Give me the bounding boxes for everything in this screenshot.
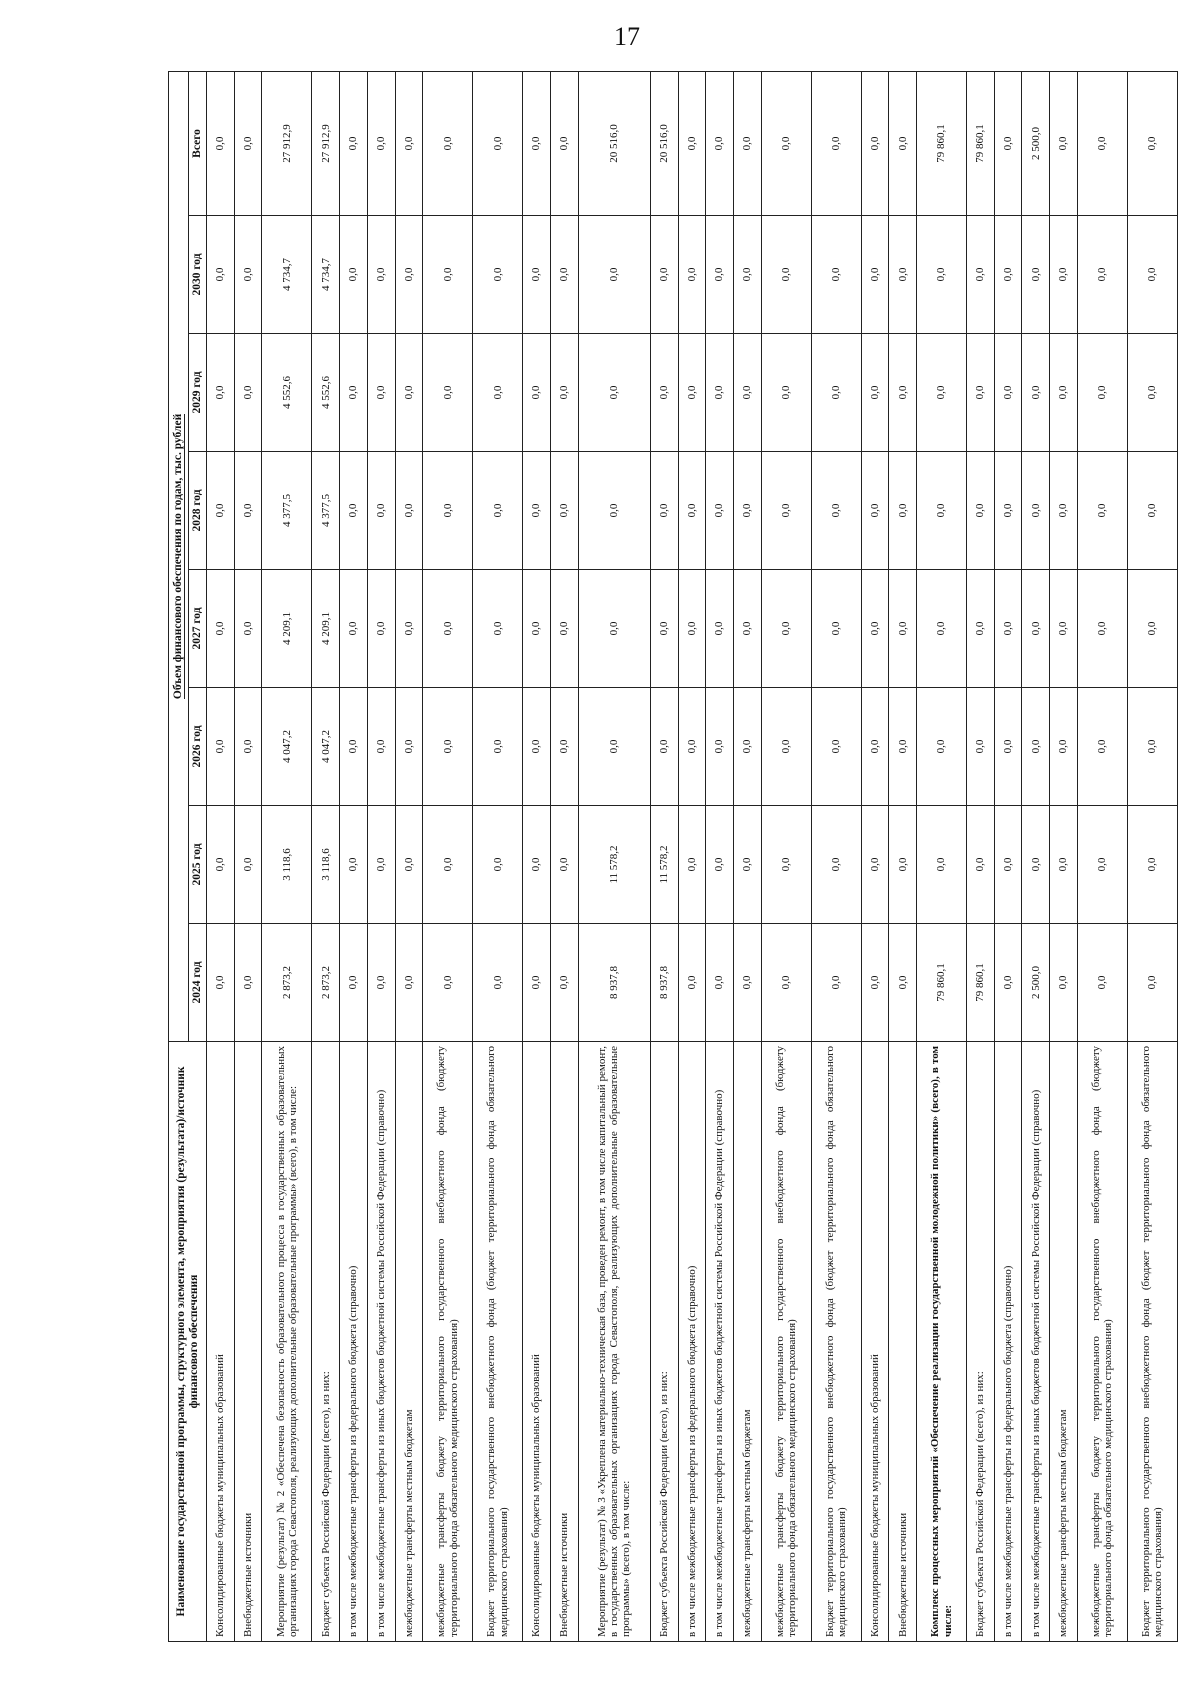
row-name: Бюджет территориального государственного внебюджетного фонда (бюджет территориального фонда обязательного медицинского страхования)	[1127, 1042, 1177, 1642]
year-value: 0,0	[733, 688, 761, 806]
year-value: 0,0	[340, 688, 368, 806]
table-row	[650, 71, 678, 1641]
total-value: 0,0	[706, 71, 734, 215]
year-value: 2 500,0	[1022, 924, 1050, 1042]
year-value: 0,0	[1127, 452, 1177, 570]
year-value: 4 209,1	[312, 570, 340, 688]
table-row	[262, 71, 312, 1641]
year-value: 0,0	[994, 334, 1022, 452]
year-value: 0,0	[234, 806, 262, 924]
year-value: 0,0	[1127, 334, 1177, 452]
year-value: 0,0	[234, 216, 262, 334]
year-value: 0,0	[550, 688, 578, 806]
total-value: 0,0	[367, 71, 395, 215]
year-value: 0,0	[811, 334, 861, 452]
table-row	[550, 71, 578, 1641]
year-value: 0,0	[367, 570, 395, 688]
row-name: Бюджет субъекта Российской Федерации (всего), из них:	[650, 1042, 678, 1642]
year-value: 0,0	[523, 570, 551, 688]
total-value: 79 860,1	[917, 71, 967, 215]
row-name: Бюджет территориального государственного внебюджетного фонда (бюджет территориального фонда обязательного медицинского страхования)	[811, 1042, 861, 1642]
total-value: 0,0	[733, 71, 761, 215]
year-value: 0,0	[733, 334, 761, 452]
year-value: 0,0	[967, 570, 995, 688]
year-value: 0,0	[994, 216, 1022, 334]
year-value: 0,0	[423, 806, 473, 924]
row-name: межбюджетные трансферты местным бюджетам	[395, 1042, 423, 1642]
year-value: 0,0	[367, 452, 395, 570]
year-value: 0,0	[861, 334, 889, 452]
year-value: 0,0	[811, 806, 861, 924]
year-value: 0,0	[733, 452, 761, 570]
year-value: 0,0	[395, 452, 423, 570]
year-value: 0,0	[550, 570, 578, 688]
year-value: 0,0	[1050, 570, 1078, 688]
year-value: 0,0	[423, 216, 473, 334]
year-value: 0,0	[550, 334, 578, 452]
year-value: 0,0	[678, 334, 706, 452]
row-name: Бюджет субъекта Российской Федерации (всего), из них:	[312, 1042, 340, 1642]
table-row	[967, 71, 995, 1641]
year-value: 0,0	[650, 334, 678, 452]
year-value: 11 578,2	[650, 806, 678, 924]
row-name: в том числе межбюджетные трансферты из федерального бюджета (справочно)	[678, 1042, 706, 1642]
year-value: 0,0	[917, 570, 967, 688]
year-value: 0,0	[1077, 688, 1127, 806]
year-value: 0,0	[1127, 216, 1177, 334]
year-value: 0,0	[473, 216, 523, 334]
row-name: Внебюджетные источники	[550, 1042, 578, 1642]
year-value: 0,0	[395, 216, 423, 334]
year-value: 0,0	[234, 334, 262, 452]
table-row	[340, 71, 368, 1641]
table-row	[761, 71, 811, 1641]
year-value: 0,0	[650, 216, 678, 334]
year-value: 0,0	[207, 334, 235, 452]
year-value: 0,0	[423, 570, 473, 688]
year-header: 2024 год	[189, 924, 207, 1042]
year-value: 4 047,2	[312, 688, 340, 806]
year-value: 0,0	[811, 570, 861, 688]
year-value: 0,0	[889, 334, 917, 452]
year-value: 0,0	[550, 806, 578, 924]
row-name: в том числе межбюджетные трансферты из федерального бюджета (справочно)	[994, 1042, 1022, 1642]
year-header: 2030 год	[189, 216, 207, 334]
year-value: 0,0	[395, 334, 423, 452]
year-value: 0,0	[207, 452, 235, 570]
year-value: 0,0	[861, 924, 889, 1042]
year-value: 0,0	[234, 924, 262, 1042]
year-value: 2 873,2	[262, 924, 312, 1042]
year-value: 0,0	[473, 570, 523, 688]
table-row	[1127, 71, 1177, 1641]
year-value: 0,0	[678, 570, 706, 688]
total-value: 0,0	[678, 71, 706, 215]
rotated-table-container	[168, 72, 1178, 1642]
year-value: 0,0	[207, 216, 235, 334]
year-value: 0,0	[523, 924, 551, 1042]
year-value: 0,0	[994, 452, 1022, 570]
year-value: 4 209,1	[262, 570, 312, 688]
year-value: 0,0	[994, 806, 1022, 924]
year-value: 0,0	[994, 924, 1022, 1042]
page-number: 17	[614, 22, 640, 51]
table-row	[578, 71, 650, 1641]
year-value: 0,0	[761, 806, 811, 924]
row-name: в том числе межбюджетные трансферты из иных бюджетов бюджетной системы Российской Федерации (справочно)	[706, 1042, 734, 1642]
year-value: 0,0	[1127, 806, 1177, 924]
year-value: 0,0	[1077, 570, 1127, 688]
total-value: 0,0	[811, 71, 861, 215]
row-name: Консолидированные бюджеты муниципальных образований	[207, 1042, 235, 1642]
total-value: 0,0	[1077, 71, 1127, 215]
year-value: 4 377,5	[312, 452, 340, 570]
year-value: 0,0	[761, 924, 811, 1042]
year-value: 0,0	[523, 334, 551, 452]
year-value: 0,0	[578, 570, 650, 688]
volume-caption: Объем финансового обеспечения по годам, тыс. рублей	[171, 413, 184, 700]
total-value: 0,0	[423, 71, 473, 215]
year-value: 4 734,7	[262, 216, 312, 334]
year-value: 0,0	[207, 570, 235, 688]
year-header: 2026 год	[189, 688, 207, 806]
year-value: 0,0	[733, 570, 761, 688]
row-name: Мероприятие (результат) № 3 «Укреплена материально-техническая база, проведен ремонт, в том числе капитальный ремонт, в государственных образовательных организациях города Севастополя, реализующих дополнительные образовательные программы» (всего), в том числе:	[578, 1042, 650, 1642]
year-value: 4 047,2	[262, 688, 312, 806]
header-row-top	[169, 71, 189, 1641]
year-value: 0,0	[340, 216, 368, 334]
total-value: 79 860,1	[967, 71, 995, 215]
year-value: 0,0	[733, 216, 761, 334]
volume-caption-cell	[169, 71, 189, 1041]
table-row	[733, 71, 761, 1641]
year-value: 0,0	[367, 806, 395, 924]
table-row	[367, 71, 395, 1641]
year-value: 0,0	[473, 806, 523, 924]
year-value: 0,0	[523, 688, 551, 806]
row-name: Внебюджетные источники	[889, 1042, 917, 1642]
total-value: 20 516,0	[650, 71, 678, 215]
year-value: 0,0	[917, 334, 967, 452]
year-header: 2027 год	[189, 570, 207, 688]
year-header: 2029 год	[189, 334, 207, 452]
year-value: 0,0	[423, 334, 473, 452]
year-value: 0,0	[967, 334, 995, 452]
year-value: 0,0	[917, 452, 967, 570]
total-value: 0,0	[994, 71, 1022, 215]
row-name: Бюджет субъекта Российской Федерации (всего), из них:	[967, 1042, 995, 1642]
year-value: 0,0	[706, 924, 734, 1042]
total-value: 0,0	[207, 71, 235, 215]
table-row	[312, 71, 340, 1641]
table-row	[423, 71, 473, 1641]
year-value: 0,0	[761, 452, 811, 570]
total-value: 0,0	[550, 71, 578, 215]
table-row	[917, 71, 967, 1641]
year-value: 0,0	[811, 688, 861, 806]
year-value: 0,0	[678, 216, 706, 334]
year-value: 0,0	[706, 452, 734, 570]
year-value: 0,0	[207, 806, 235, 924]
year-value: 0,0	[917, 688, 967, 806]
year-value: 0,0	[1127, 688, 1177, 806]
total-value: 0,0	[395, 71, 423, 215]
year-value: 0,0	[994, 688, 1022, 806]
year-value: 0,0	[473, 924, 523, 1042]
year-value: 0,0	[550, 924, 578, 1042]
row-name: в том числе межбюджетные трансферты из федерального бюджета (справочно)	[340, 1042, 368, 1642]
table-row	[1050, 71, 1078, 1641]
year-value: 0,0	[578, 688, 650, 806]
table-row	[889, 71, 917, 1641]
year-value: 4 552,6	[262, 334, 312, 452]
year-value: 0,0	[367, 688, 395, 806]
total-value: 0,0	[473, 71, 523, 215]
total-value: 2 500,0	[1022, 71, 1050, 215]
year-value: 0,0	[1050, 924, 1078, 1042]
year-value: 0,0	[706, 570, 734, 688]
year-value: 0,0	[1050, 216, 1078, 334]
year-value: 0,0	[578, 216, 650, 334]
year-value: 0,0	[889, 924, 917, 1042]
year-value: 0,0	[473, 688, 523, 806]
year-value: 0,0	[340, 806, 368, 924]
table-row	[994, 71, 1022, 1641]
year-value: 0,0	[395, 924, 423, 1042]
year-value: 8 937,8	[578, 924, 650, 1042]
year-value: 0,0	[423, 452, 473, 570]
year-value: 0,0	[1050, 688, 1078, 806]
row-name: в том числе межбюджетные трансферты из иных бюджетов бюджетной системы Российской Федерации (справочно)	[1022, 1042, 1050, 1642]
year-value: 4 552,6	[312, 334, 340, 452]
year-value: 0,0	[994, 570, 1022, 688]
year-value: 0,0	[917, 806, 967, 924]
year-value: 0,0	[706, 806, 734, 924]
year-value: 0,0	[1022, 334, 1050, 452]
row-name: Консолидированные бюджеты муниципальных образований	[861, 1042, 889, 1642]
year-value: 0,0	[1050, 334, 1078, 452]
year-value: 0,0	[861, 688, 889, 806]
year-value: 0,0	[650, 452, 678, 570]
year-value: 0,0	[367, 334, 395, 452]
year-value: 0,0	[761, 334, 811, 452]
row-name: Консолидированные бюджеты муниципальных образований	[523, 1042, 551, 1642]
table-row	[811, 71, 861, 1641]
year-value: 0,0	[706, 334, 734, 452]
year-value: 8 937,8	[650, 924, 678, 1042]
year-value: 0,0	[1127, 570, 1177, 688]
year-value: 0,0	[761, 216, 811, 334]
year-value: 0,0	[1022, 216, 1050, 334]
year-value: 0,0	[1022, 688, 1050, 806]
year-value: 0,0	[1077, 806, 1127, 924]
year-value: 0,0	[1127, 924, 1177, 1042]
year-value: 0,0	[889, 688, 917, 806]
year-value: 0,0	[340, 334, 368, 452]
year-value: 0,0	[889, 570, 917, 688]
year-value: 0,0	[523, 216, 551, 334]
table-row	[1077, 71, 1127, 1641]
year-value: 0,0	[678, 688, 706, 806]
row-name: Бюджет территориального государственного внебюджетного фонда (бюджет территориального фонда обязательного медицинского страхования)	[473, 1042, 523, 1642]
year-value: 0,0	[761, 688, 811, 806]
year-value: 0,0	[207, 924, 235, 1042]
row-name: межбюджетные трансферты местным бюджетам	[733, 1042, 761, 1642]
table-row	[395, 71, 423, 1641]
year-value: 0,0	[967, 806, 995, 924]
year-value: 0,0	[678, 452, 706, 570]
year-value: 0,0	[523, 452, 551, 570]
table-row	[861, 71, 889, 1641]
year-value: 0,0	[889, 216, 917, 334]
year-value: 0,0	[678, 806, 706, 924]
year-value: 11 578,2	[578, 806, 650, 924]
table-body	[207, 71, 1178, 1641]
year-value: 0,0	[578, 334, 650, 452]
total-value: 0,0	[761, 71, 811, 215]
year-value: 0,0	[967, 688, 995, 806]
year-value: 0,0	[861, 452, 889, 570]
year-value: 0,0	[340, 924, 368, 1042]
year-value: 4 734,7	[312, 216, 340, 334]
year-value: 0,0	[234, 570, 262, 688]
year-value: 0,0	[1077, 452, 1127, 570]
total-value: 0,0	[1050, 71, 1078, 215]
year-value: 0,0	[967, 216, 995, 334]
total-value: 0,0	[861, 71, 889, 215]
total-value: 27 912,9	[262, 71, 312, 215]
year-value: 4 377,5	[262, 452, 312, 570]
row-name: Комплекс процессных мероприятий «Обеспечение реализации государственной молодежной политики» (всего), в том числе:	[917, 1042, 967, 1642]
year-value: 0,0	[706, 688, 734, 806]
year-value: 0,0	[340, 452, 368, 570]
year-value: 0,0	[1077, 216, 1127, 334]
year-value: 0,0	[678, 924, 706, 1042]
year-value: 0,0	[1050, 452, 1078, 570]
year-value: 0,0	[650, 688, 678, 806]
financing-table	[168, 71, 1178, 1642]
year-value: 0,0	[811, 216, 861, 334]
name-column-header: Наименование государственной программы, структурного элемента, мероприятия (результата)/источник финансового обеспечения	[169, 1042, 207, 1642]
year-value: 3 118,6	[312, 806, 340, 924]
row-name: межбюджетные трансферты местным бюджетам	[1050, 1042, 1078, 1642]
row-name: межбюджетные трансферты бюджету территориального государственного внебюджетного фонда (бюджету территориального фонда обязательного медицинского страхования)	[761, 1042, 811, 1642]
year-value: 0,0	[861, 216, 889, 334]
year-value: 0,0	[861, 570, 889, 688]
year-value: 0,0	[889, 806, 917, 924]
total-value: 0,0	[340, 71, 368, 215]
row-name: Мероприятие (результат) № 2 «Обеспечена безопасность образовательного процесса в государственных образовательных организациях города Севастополя, реализующих дополнительные образовательные программы» (всего), в том числе:	[262, 1042, 312, 1642]
year-value: 0,0	[395, 570, 423, 688]
year-value: 79 860,1	[967, 924, 995, 1042]
year-value: 0,0	[917, 216, 967, 334]
year-value: 0,0	[967, 452, 995, 570]
table-row	[1022, 71, 1050, 1641]
year-value: 0,0	[1022, 570, 1050, 688]
year-value: 0,0	[550, 216, 578, 334]
year-value: 0,0	[1077, 334, 1127, 452]
year-value: 0,0	[367, 216, 395, 334]
year-value: 79 860,1	[917, 924, 967, 1042]
year-value: 0,0	[423, 924, 473, 1042]
year-value: 0,0	[1022, 452, 1050, 570]
year-value: 0,0	[733, 924, 761, 1042]
year-value: 0,0	[578, 452, 650, 570]
row-name: в том числе межбюджетные трансферты из иных бюджетов бюджетной системы Российской Федерации (справочно)	[367, 1042, 395, 1642]
year-value: 0,0	[1050, 806, 1078, 924]
total-value: 0,0	[523, 71, 551, 215]
year-value: 0,0	[340, 570, 368, 688]
total-value: 0,0	[234, 71, 262, 215]
total-header: Всего	[189, 71, 207, 215]
year-value: 0,0	[234, 452, 262, 570]
year-value: 0,0	[207, 688, 235, 806]
year-value: 0,0	[889, 452, 917, 570]
year-header: 2028 год	[189, 452, 207, 570]
table-row	[207, 71, 235, 1641]
total-value: 27 912,9	[312, 71, 340, 215]
year-value: 0,0	[550, 452, 578, 570]
year-value: 0,0	[395, 688, 423, 806]
total-value: 20 516,0	[578, 71, 650, 215]
year-value: 0,0	[523, 806, 551, 924]
row-name: межбюджетные трансферты бюджету территориального государственного внебюджетного фонда (бюджету территориального фонда обязательного медицинского страхования)	[1077, 1042, 1127, 1642]
total-value: 0,0	[889, 71, 917, 215]
table-row	[473, 71, 523, 1641]
year-value: 0,0	[367, 924, 395, 1042]
year-value: 0,0	[423, 688, 473, 806]
year-value: 0,0	[733, 806, 761, 924]
year-header: 2025 год	[189, 806, 207, 924]
total-value: 0,0	[1127, 71, 1177, 215]
year-value: 0,0	[811, 452, 861, 570]
row-name: межбюджетные трансферты бюджету территориального государственного внебюджетного фонда (бюджету территориального фонда обязательного медицинского страхования)	[423, 1042, 473, 1642]
table-row	[234, 71, 262, 1641]
year-value: 0,0	[395, 806, 423, 924]
table-row	[678, 71, 706, 1641]
year-value: 3 118,6	[262, 806, 312, 924]
year-value: 0,0	[650, 570, 678, 688]
year-value: 0,0	[706, 216, 734, 334]
table-row	[523, 71, 551, 1641]
year-value: 0,0	[1022, 806, 1050, 924]
year-value: 0,0	[861, 806, 889, 924]
year-value: 0,0	[811, 924, 861, 1042]
year-value: 0,0	[473, 452, 523, 570]
year-value: 0,0	[1077, 924, 1127, 1042]
year-value: 2 873,2	[312, 924, 340, 1042]
year-value: 0,0	[234, 688, 262, 806]
year-value: 0,0	[473, 334, 523, 452]
table-row	[706, 71, 734, 1641]
row-name: Внебюджетные источники	[234, 1042, 262, 1642]
year-value: 0,0	[761, 570, 811, 688]
